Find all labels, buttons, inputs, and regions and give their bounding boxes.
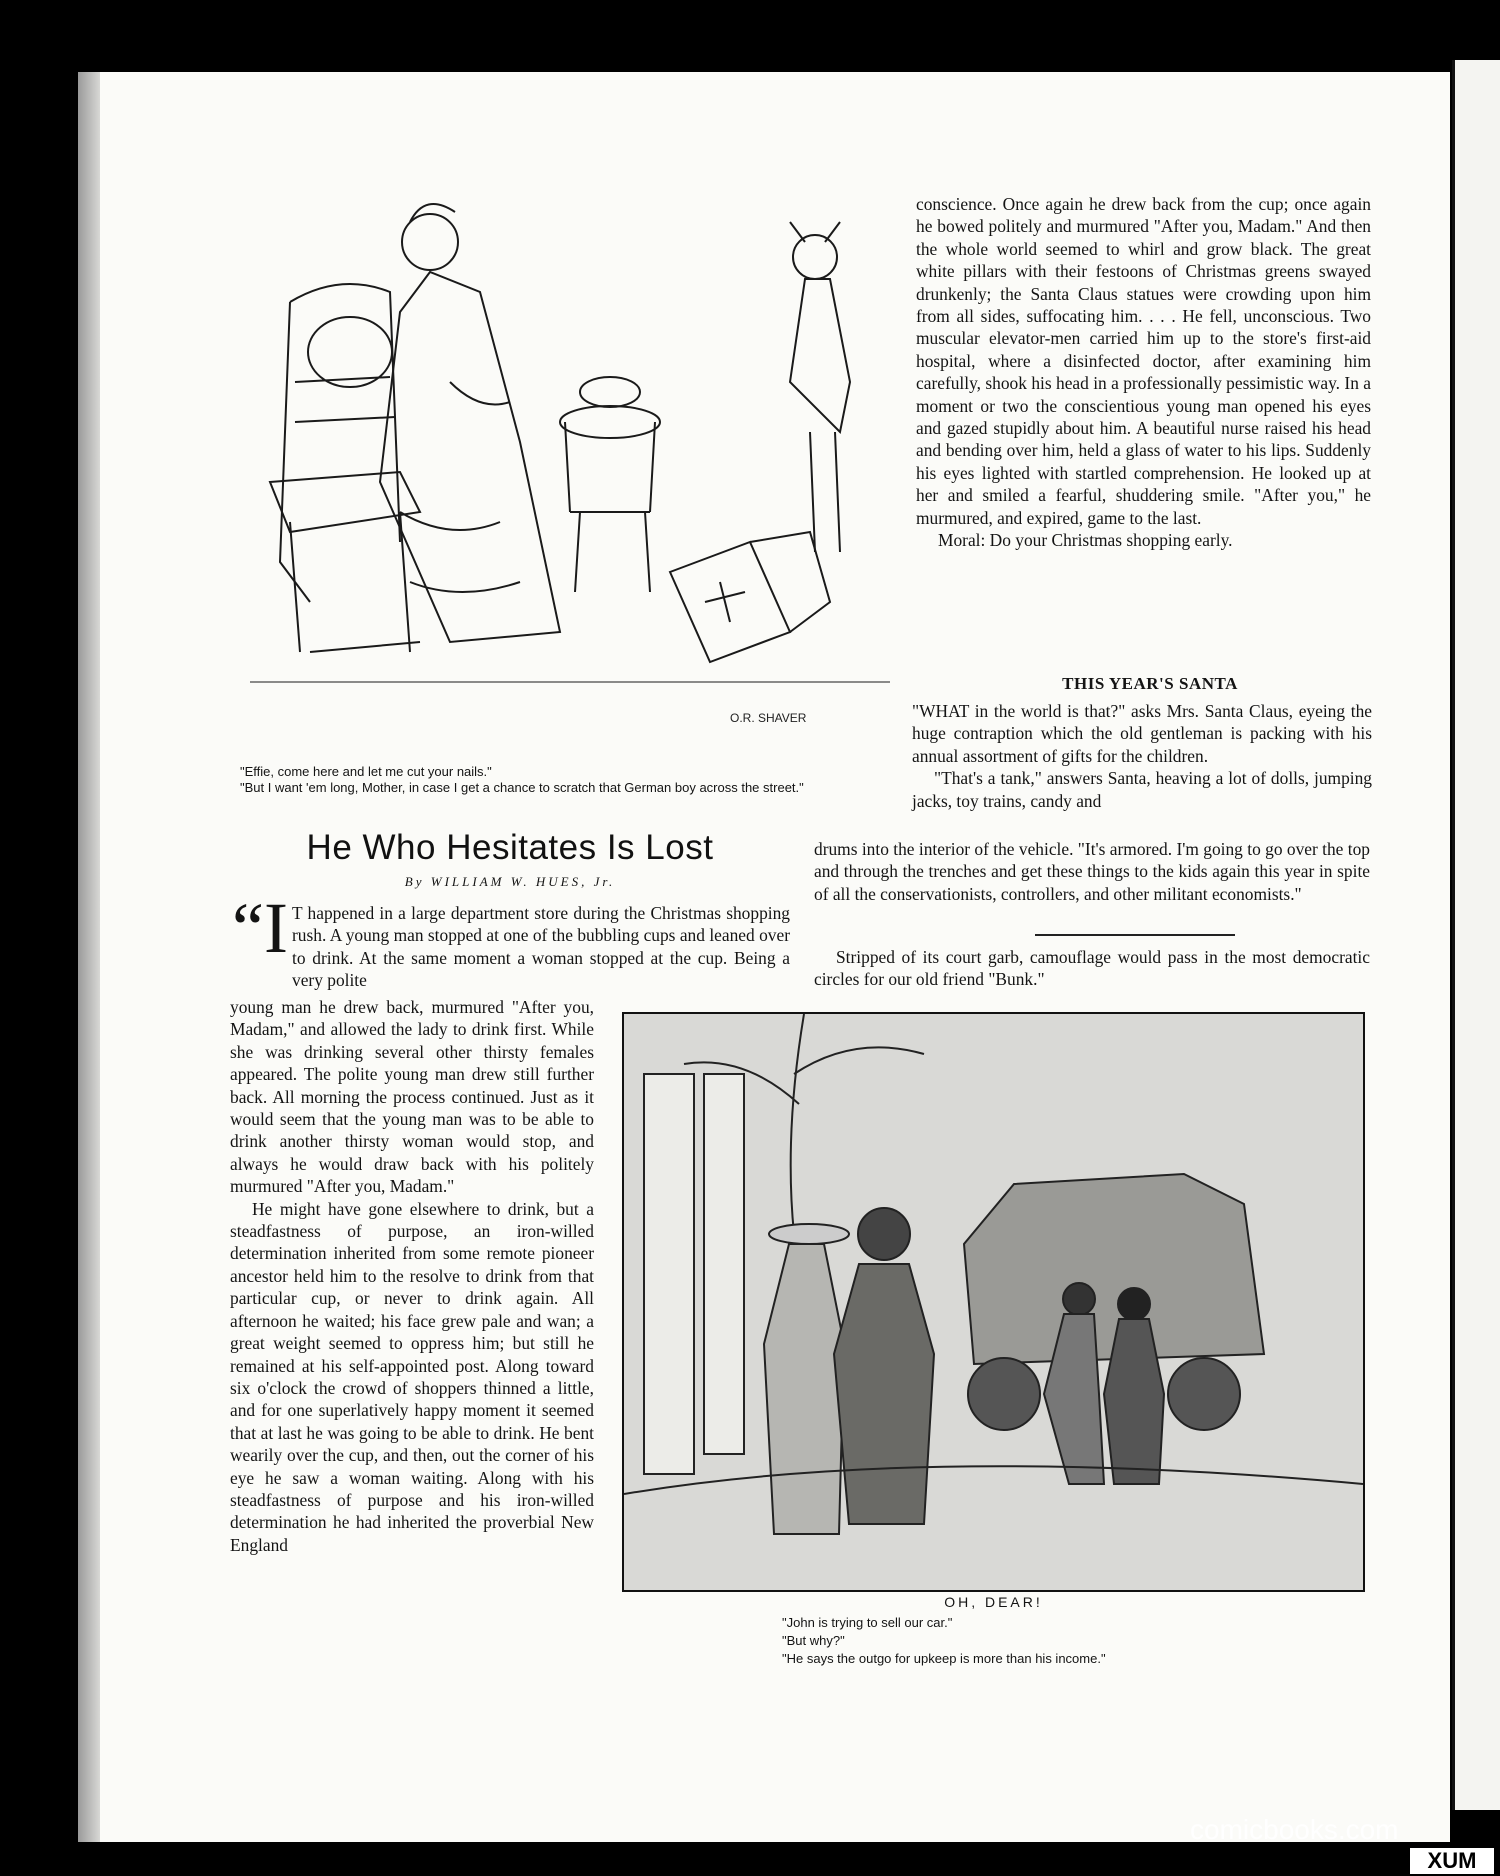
story-continued-column: [916, 193, 1371, 552]
story-dropcap: “I: [232, 888, 288, 968]
story-byline: By WILLIAM W. HUES, Jr.: [404, 874, 616, 889]
caption-line-1: "Effie, come here and let me cut your nails.": [240, 764, 492, 779]
story-opening-block: [230, 902, 790, 992]
bottom-illustration-caption: [782, 1614, 1342, 1668]
car-illustration-frame: [622, 1012, 1365, 1592]
bunk-paragraph-block: [814, 946, 1370, 991]
caption-dialog-2: "But why?": [782, 1633, 845, 1648]
illustration-signature: O.R. SHAVER: [730, 711, 807, 725]
santa-heading: THIS YEAR'S SANTA: [1062, 674, 1238, 693]
bunk-paragraph: Stripped of its court garb, camouflage would pass in the most democratic circles for our old friend "Bunk.": [814, 947, 1370, 990]
story-paragraph-1-wide: T happened in a large department store during the Christmas shopping rush. A young man stopped at one of the bubbling cups and leaned over to drink. At the same moment a woman stopped at the cup. Being a very polite: [292, 903, 790, 991]
story-continued-paragraph: conscience. Once again he drew back from the cup; once again he bowed politely and murmured "After you, Madam." And then the whole world seemed to whirl and grow black. The great white pillars with their festoons of Christmas greens swayed drunkenly; the Santa Claus statues were crowding upon him from all sides, suffocating him. . . . He fell, unconscious. Two muscular elevator-men carried him up to the store's first-aid hospital, where a disinfected doctor, after examining him carefully, shook his head in a professionally pessimistic way. In a moment or two the conscientious young man opened his eyes and gazed stupidly about him. A beautiful nurse raised his head and bending over him, held a glass of water to his lips. Suddenly his eyes lighted with startled comprehension. He looked up at her and smiled a fearful, shuddering smile. "After you," he murmured, and expired, game to the last.: [916, 194, 1371, 528]
story-narrow-column: [230, 996, 594, 1556]
santa-paragraph-2b: drums into the interior of the vehicle. "It's armored. I'm going to go over the top and through the trenches and get these things to the kids again this year in spite of all the conservationists, controllers, and other militant economists.": [814, 839, 1370, 904]
watermark-tag: XUM: [1410, 1848, 1494, 1874]
caption-dialog-1: "John is trying to sell our car.": [782, 1615, 953, 1630]
bottom-illustration-title: OH, DEAR!: [944, 1594, 1043, 1610]
story-title: He Who Hesitates Is Lost: [306, 828, 714, 867]
santa-continued-column: [814, 838, 1370, 905]
page-binding-shadow: [78, 72, 100, 1842]
caption-dialog-3: "He says the outgo for upkeep is more than his income.": [782, 1651, 1106, 1666]
story-paragraph-2: He might have gone elsewhere to drink, but a steadfastness of purpose, an iron-willed determination inherited from some remote pioneer ancestor held him to the resolve to drink from that particular cup, or never to drink again. All afternoon he waited; his face grew pale and wan; a great weight seemed to oppress him; but still he remained at his self-appointed post. Along toward six o'clock the crowd of shoppers thinned a little, and for one superlatively happy moment it seemed that at last he was going to be able to drink. He bent wearily over the cup, and then, out the corner of his eye he saw a woman waiting. Along with his steadfastness of purpose and his iron-willed determination he had inherited the proverbial New England: [230, 1198, 594, 1555]
story-moral: Moral: Do your Christmas shopping early.: [938, 530, 1233, 551]
santa-paragraph-1: "WHAT in the world is that?" asks Mrs. Santa Claus, eyeing the huge contraption which the old gentleman is packing with his annual assortment of gifts for the children.: [912, 701, 1372, 766]
section-divider: [1035, 934, 1235, 936]
car-illustration: [624, 1014, 1363, 1590]
santa-paragraph-2a: "That's a tank," answers Santa, heaving a lot of dolls, jumping jacks, toy trains, candy and: [912, 768, 1372, 811]
mother-daughter-illustration: [250, 182, 890, 738]
santa-column: [912, 700, 1372, 812]
caption-line-2: "But I want 'em long, Mother, in case I get a chance to scratch that German boy across the street.": [240, 780, 804, 795]
top-illustration-caption: [240, 764, 890, 796]
next-page-edge: [1452, 60, 1500, 1810]
site-watermark: comicbooks.com: [1190, 1814, 1399, 1845]
story-paragraph-1-narrow: young man he drew back, murmured "After you, Madam," and allowed the lady to drink first. While she was drinking several other thirsty females appeared. The polite young man drew still further back. All morning the process continued. Just as it would seem that the young man was to be able to drink another thirsty woman would stop, and always he would draw back with his politely murmured "After you, Madam.": [230, 997, 594, 1197]
